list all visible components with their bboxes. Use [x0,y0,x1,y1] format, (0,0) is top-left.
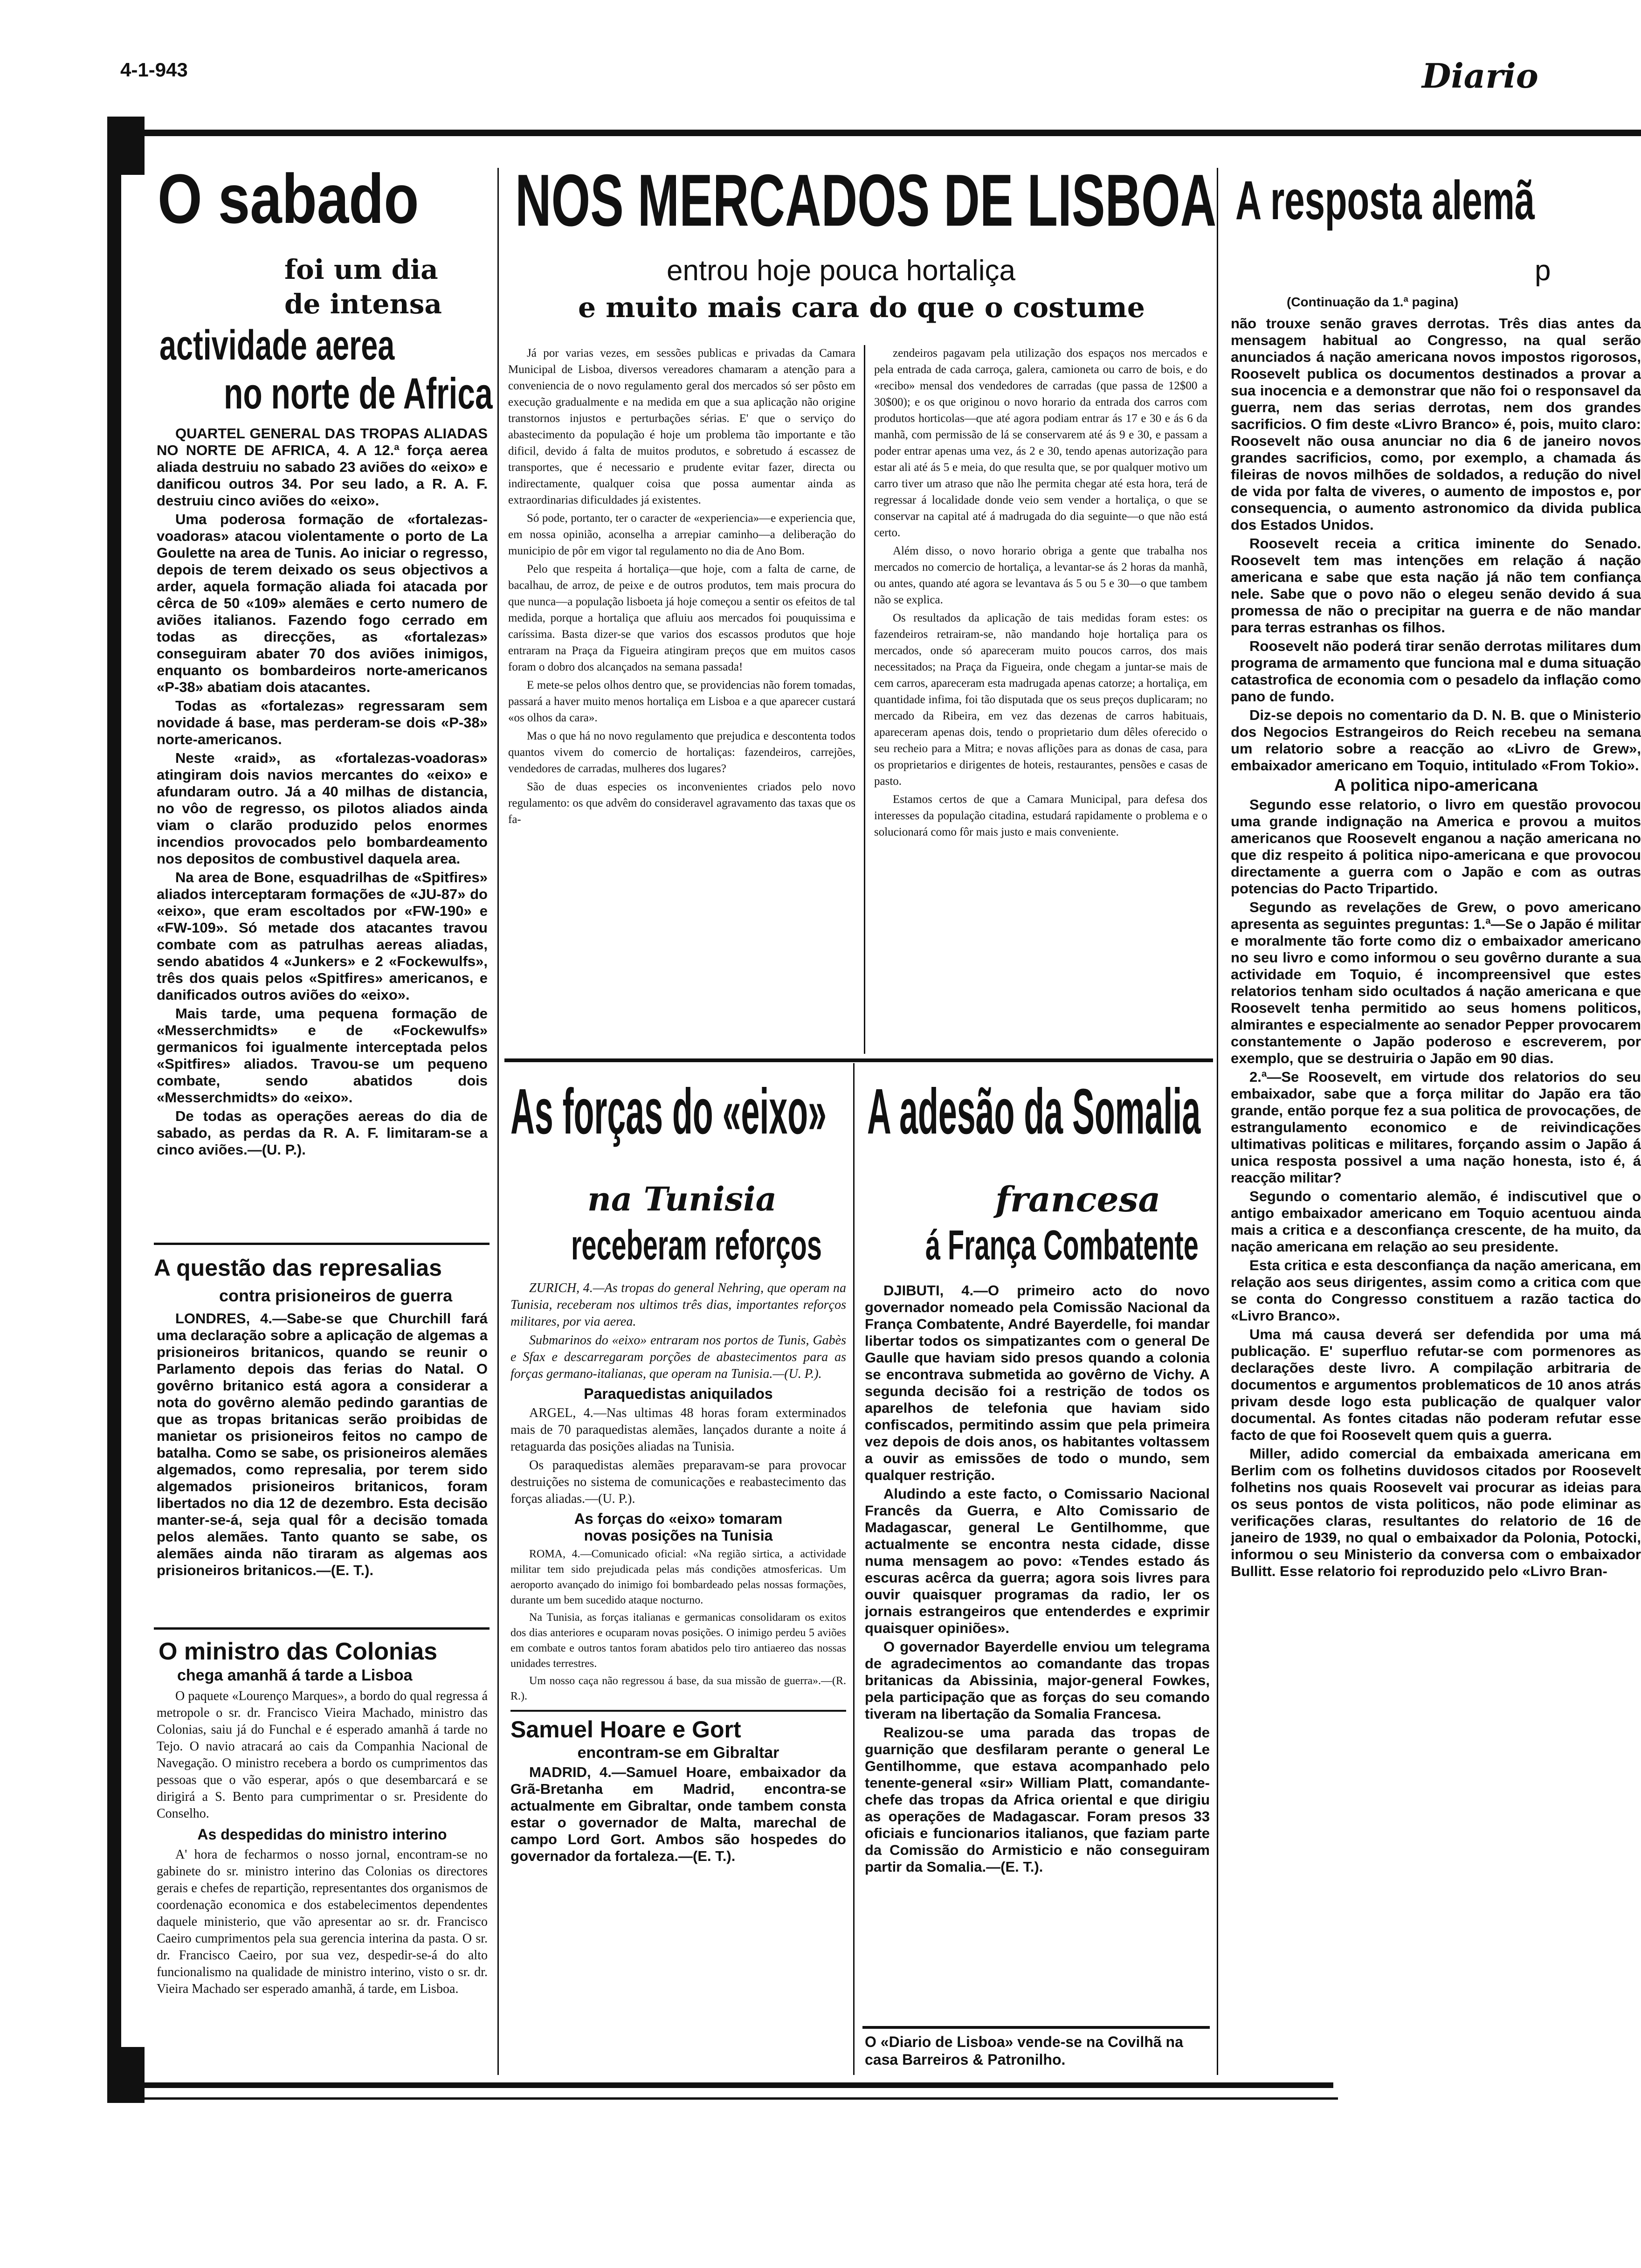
colonias-article [157,1688,488,2075]
paragraph: Além disso, o novo horario obriga a gente que trabalha nos mercados no comercio de hortaliça, a levantar-se ás 2 horas da manhã, ou antes, quando até agora se levantava ás 5 ou 5 e 30—o que tambem não se explica. [874,545,1207,606]
paragraph: Mais tarde, uma pequena formação de «Messerchmidts» e de «Fockewulfs» germanicos foi igualmente interceptada pelos «Spitfires» aliados. Travou-se um pequeno combate, sendo abatidos dois «Messerchmidts» do «eixo». [157,1005,488,1106]
novas-posicoes-title-2: novas posições na Tunisia [584,1527,773,1544]
colonias-subhead: As despedidas do ministro interino [197,1826,447,1843]
paragraph: Na area de Bone, esquadrilhas de «Spitfires» aliados interceptaram formações de «JU-87» do «eixo», que eram escoltados por «FW-190» e «FW-109». Só metade dos atacantes travou combate com as patrulhas aereas aliadas, sendo abatidos 4 «Junkers» e 2 «Fockewulfs», três dos quais pelos «Spitfires» americanos, e danificados outros aviões do «eixo». [157,869,488,1003]
paragraph: Na Tunisia, as forças italianas e germanicas consolidaram os exitos dos dias anteriores e ocuparam novas posições. O inimigo perdeu 5 aviões em combate e outros tantos foram abatidos pelo tiro antiaereo das nossas unidades terrestres. [510,1611,846,1670]
divider [154,1243,490,1245]
eixo-subhead-2: receberam reforços [571,1222,822,1269]
eixo-subhead-1: na Tunisia [587,1180,777,1218]
column-rule-3 [864,345,865,1054]
paragraph: Pelo que respeita á hortaliça—que hoje, com a falta de carne, de bacalhau, de arroz, de peixe e de outros produtos, tem mais procura do que nunca—a população lisboeta já hoje começou a sentir os efeitos de tal medida, porque a hortaliça que afluiu aos mercados foi pouquissima e caríssima. Basta dizer-se que varios dos escassos produtos que hoje entraram na Praça da Figueira atingiram preços que em muitos casos foram o dobro dos alcançados na semana passada! [508,563,855,673]
column-rule-2 [1217,168,1218,2075]
paragraph: Realizou-se uma parada das tropas de guarnição que desfilaram perante o general Le Gentilhomme, que estava acompanhado pelo tenente-general «sir» William Platt, comandante-chefe das tropas da Africa oriental e que dirigiu as operações de Madagascar. Foram presos 33 oficiais e funcionarios italianos, que faziam parte da Comissão do Armisticio e não conseguiram partir da Somalia.—(E. T.). [865,1724,1210,1875]
sabado-subhead-2: de intensa [284,288,442,320]
left-border-bar [107,175,121,2059]
paragraph: Roosevelt receia a critica iminente do Senado. Roosevelt tem mas intenções em relação á nação americana e sabe que esta nação já não tem confiança nele. Sabe que o povo não o elegeu senão devido á sua promessa de não o precipitar na guerra e de não mandar para terras estranhas os filhos. [1231,535,1641,636]
colonias-subtitle: chega amanhã á tarde a Lisboa [177,1666,413,1684]
paragraph: Os paraquedistas alemães preparavam-se para provocar destruições no sistema de comunicações e reabastecimento das forças aliadas.—(U. P.). [510,1458,846,1506]
column-rule-1 [497,168,499,2075]
politica-title: A politica nipo-americana [1334,775,1538,795]
paragraph: Já por varias vezes, em sessões publicas e privadas da Camara Municipal de Lisboa, diversos vereadores chamaram a atenção para a conveniencia de o novo regulamento geral dos mercados só ser pôsto em execução gradualmente e na medida em que a sua aplicação não origine transtornos injustos e perturbações sérias. E' que o serviço do abastecimento da população é hoje um problema tão importante e tão dificil, devido á falta de muitos produtos, e sobretudo á escassez de transportes, que é necessario e prudente evitar fazer, directa ou indirectamente, qualquer coisa que possa aumentar ainda as extraordinarias dificuldades já existentes. [508,347,855,506]
resposta-subhead-fragment: p [1535,255,1551,287]
somalia-subhead-2: á França Combatente [925,1222,1199,1269]
paragraph: Esta critica e esta desconfiança da nação americana, em relação aos seus dirigentes, assim como a critica com que se conta do Congresso constituem a razão tactica do «Livro Branco». [1231,1257,1641,1324]
paragraph: 2.ª—Se Roosevelt, em virtude dos relatorios do seu embaixador, sabe que a força militar do Japão era tão grande, então porque fez a sua politica de provocações, de estrangulamento economico e de reivindicações ultimativas politicas e militares, forçando assim o Japão á unica resposta possivel a uma nação honesta, isto é, á reacção militar? [1231,1069,1641,1186]
hoare-title: Samuel Hoare e Gort [510,1716,741,1742]
resposta-article [1231,315,1641,2087]
paragraph: Neste «raid», as «fortalezas-voadoras» atingiram dois navios mercantes do «eixo» e afundaram outro. Já a 40 milhas de distancia, no vôo de regresso, os pilotos aliados ainda viam o clarão produzido pelos enormes incendios provocados pelo bombardeamento nos depositos de combustivel daquela area. [157,750,488,867]
mercados-bottom-rule [504,1058,1213,1062]
paragraph: E mete-se pelos olhos dentro que, se providencias não forem tomadas, passará a haver muito menos hortaliça em Lisboa e a que aparecer custará «os olhos da cara». [508,679,855,724]
mercados-subhead-1: entrou hoje pouca hortaliça [667,255,1015,287]
represalias-title: A questão das represalias [154,1255,442,1281]
paragraph: Os resultados da aplicação de tais medidas foram estes: os fazendeiros retrairam-se, não mandando hoje hortaliça para os mercados, onde só apareceram muito poucos carros, dos mais necessitados; na Praça da Figueira, onde chegam a juntar-se mais de cem carros, apareceram esta madrugada apenas catorze; a hortaliça, em quantidade infima, foi tão disputada que os seus preços duplicaram; no mercado da Ribeira, em vez das dezenas de carros habituais, apareceram apenas dois, tendo o proprietario dum dêles oferecido o seu recheio para a Mitra; e novas aflições para as donas de casa, para os proprietarios e dirigentes de hoteis, restaurantes, pensões e casas de pasto. [874,612,1207,788]
sabado-headline: O sabado [158,159,419,238]
paragraph: Um nosso caça não regressou á base, da sua missão de guerra».—(R. R.). [510,1675,846,1702]
paragraph: A' hora de fecharmos o nosso jornal, encontram-se no gabinete do sr. ministro interino das Colonias os directores gerais e chefes de repartição, representantes dos organismos de coordenação economica e dos estabelecimentos dependentes daquele ministerio, que vão apresentar ao sr. dr. Francisco Caeiro cumprimentos pela sua gerencia interina da pasta. O sr. dr. Francisco Caeiro, por sua vez, despedir-se-á do alto funcionalismo na qualidade de ministro interino, visto o sr. dr. Vieira Machado ser esperado amanhã, á tarde, em Lisboa. [157,1847,488,1996]
bottom-left-bar [107,2047,145,2103]
paragraph: ARGEL, 4.—Nas ultimas 48 horas foram exterminados mais de 70 paraquedistas alemães, lançados durante a noite á retaguarda das posições aliadas na Tunisia. [510,1406,846,1454]
mercados-subhead-2: e muito mais cara do que o costume [578,291,1145,324]
novas-posicoes-title-1: As forças do «eixo» tomaram [574,1510,783,1527]
paragraph: DJIBUTI, 4.—O primeiro acto do novo governador nomeado pela Comissão Nacional da França Combatente, André Bayerdelle, foi mandar libertar todos os simpatizantes com o general De Gaulle que haviam sido presos quando a colonia se encontrava submetida ao govêrno de Vichy. A segunda decisão foi a restrição de todos os aparelhos de telefonia que haviam sido confiscados, permitindo assim que pela primeira vez depois de dois anos, os habitantes voltassem a ouvir as emissões de todo o mundo, sem qualquer restrição. [865,1282,1210,1483]
paragraph: Submarinos do «eixo» entraram nos portos de Tunis, Gabès e Sfax e descarregaram porções de abastecimentos para as forças germano-italianas, que operam na Tunisia.—(U. P.). [510,1333,846,1381]
resposta-headline: A resposta alemã [1235,170,1535,231]
paragraph: Uma poderosa formação de «fortalezas-voadoras» atacou violentamente o porto de La Goulette na area de Tunis. Ao iniciar o regresso, depois de terem deixado os seus objectivos a arder, aquela formação aliada foi atacada por cêrca de 50 «109» alemães e certo numero de aviões italianos. Fazendo fogo cerrado em todas as direcções, as «fortalezas» conseguiram abater 70 dos aviões inimigos, enquanto os bombardeiros norte-americanos «P-38» abatiam dois atacantes. [157,511,488,695]
paragraph: Roosevelt não poderá tirar senão derrotas militares dum programa de armamento que funciona mal e duma situação catastrofica de economia com o pesadelo da inflação como pano de fundo. [1231,638,1641,705]
paragraph: Segundo esse relatorio, o livro em questão provocou uma grande indignação na America e provou a muitos americanos que Roosevelt enganou a nação americana no que diz respeito á politica nipo-americana e que provocou directamente a guerra com o Japão e com as outras potencias do Pacto Tripartido. [1231,796,1641,897]
paragraph: O governador Bayerdelle enviou um telegrama de agradecimentos ao comandante das tropas britanicas da Abissinia, major-general Fowkes, pela participação que as forças do seu comando tiveram na libertação da Somalia Francesa. [865,1639,1210,1722]
somalia-article [865,1282,1210,2024]
paragraph: Só pode, portanto, ter o caracter de «experiencia»—e experiencia que, em nossa opinião, aconselha a arrepiar caminho—a deliberação do municipio de pôr em vigor tal regulamento no dia de Ano Bom. [508,512,855,557]
paragraph: Todas as «fortalezas» regressaram sem novidade á base, mas perderam-se dois «P-38» norte-americanos. [157,698,488,747]
paragraph: LONDRES, 4.—Sabe-se que Churchill fará uma declaração sobre a aplicação de algemas a prisioneiros britanicos, quando se reunir o Parlamento depois das ferias do Natal. O govêrno britanico está agora a considerar a nota do govêrno alemão pedindo garantias de que as tropas britanicas serão proibidas de manietar os prisioneiros feitos no campo de batalha. Como se sabe, os prisioneiros alemães algemados, como represalia, por terem sido algemados prisioneiros britanicos, foram libertados no dia 12 de dezembro. Esta decisão manter-se-á, seja qual fôr a decisão tomada pelos alemães. Tanto quanto se sabe, os alemães ainda não tiraram as algemas aos prisioneiros britanicos.—(E. T.). [157,1310,488,1578]
paragraph: O paquete «Lourenço Marques», a bordo do qual regressa á metropole o sr. dr. Francisco Vieira Machado, ministro das Colonias, saiu já do Funchal e é esperado amanhã á tarde no Tejo. O navio atracará ao cais da Companhia Nacional de Navegação. O ministro recebera a bordo os cumprimentos das pessoas que o vão esperar, após o que desembarcará e se dirigirá a S. Bento para cumprimentar o sr. Presidente do Conselho. [157,1689,488,1821]
column-rule-4 [853,1063,855,2075]
paragraph: QUARTEL GENERAL DAS TROPAS ALIADAS NO NORTE DE AFRICA, 4. A 12.ª força aerea aliada destruiu no sabado 23 aviões do «eixo» e danificou outros 34. Por seu lado, a R. A. F. destruiu cinco aviões do «eixo». [157,425,488,509]
paragraph: Miller, adido comercial da embaixada americana em Berlim com os folhetins duvidosos citados por Roosevelt folhetins nos quais Roosevelt vai procurar as ideias para os seus pontos de vista politicos, não pode eliminar as verificações claras, resultantes do relatorio de 16 de janeiro de 1939, no qual o embaixador da Polonia, Potocki, informou o seu Ministerio da conversa com o embaixador Bullitt. Esse relatorio foi reproduzido pelo «Livro Bran- [1231,1445,1641,1579]
eixo-article [510,1280,846,2073]
bottom-rule-2 [126,2097,1338,2100]
mercados-article-col1 [508,345,855,1054]
represalias-article [157,1310,488,1623]
hoare-subtitle: encontram-se em Gibraltar [577,1744,779,1762]
bottom-rule [107,2082,1333,2088]
paragraph: De todas as operações aereas do dia de sabado, as perdas da R. A. F. limitaram-se a cinco aviões.—(U. P.). [157,1108,488,1158]
page-date: 4-1-943 [120,59,188,81]
paragraph: Estamos certos de que a Camara Municipal, para defesa dos interesses da população citadina, estudará rapidamente o problema e o solucionará como fôr mais justo e mais conveniente. [874,793,1207,838]
somalia-headline: A adesão da Somalia [867,1076,1201,1148]
somalia-subhead-1: francesa [995,1180,1161,1220]
paraquedistas-title: Paraquedistas aniquilados [584,1385,773,1402]
mercados-headline: NOS MERCADOS DE LISBOA [515,159,1217,242]
sabado-subhead-4: no norte de Africa [224,369,493,418]
colonias-title: O ministro das Colonias [159,1638,438,1665]
paragraph: Segundo o comentario alemão, é indiscutivel que o antigo embaixador americano em Toquio acentuou ainda mais a critica e a desconfiança crescente, de ha muito, da nação americana em relação ao seu presidente. [1231,1188,1641,1255]
paragraph: zendeiros pagavam pela utilização dos espaços nos mercados e pela entrada de cada carroça, galera, camioneta ou carro de bois, e do «recibo» mensal dos vendedores de carradas (que passa de 12$00 a 30$00); e os que originou o novo horario da entrada dos carros com produtos horticolas—que até agora podiam entrar ás 17 e 30 e ás 6 da manhã, com permissão de lá se conservarem até ás 9 e 30, e passam a poder entrar apenas uma vez, ás 2 e 30, tendo apenas autorização para estar ali até ás 5 e meia, do que resulta que, se por qualquer motivo um carro tiver um atraso que não lhe permita chegar até esta hora, terá de regressar á localidade donde veio sem vender a hortaliça, o que se conservar na capital até á madrugada do dia seguinte—o que não está certo. [874,347,1207,539]
paragraph: ZURICH, 4.—As tropas do general Nehring, que operam na Tunisia, receberam nos ultimos três dias, importantes reforços militares, por via aerea. [510,1281,846,1329]
covilha-notice: O «Diario de Lisboa» vende-se na Covilhã na casa Barreiros & Patronilho. [865,2033,1183,2068]
sabado-subhead-3: actividade aerea [159,322,395,369]
sabado-article [157,425,488,1227]
paragraph: não trouxe senão graves derrotas. Três dias antes da mensagem habitual ao Congresso, na qual serão anunciados á nação americana novos impostos rigorosos, Roosevelt publica os documentos destinados a provar a sua inocencia e a demonstrar que não foi o responsavel da guerra, nem das serias derrotas, nem dos grandes sacrificios. O fim deste «Livro Branco» é, pois, muito claro: Roosevelt não ousa anunciar no dia 6 de janeiro novos grandes sacrificios, como, por exemplo, a chamada ás fileiras de novos milhões de soldados, a redução do nivel de vida por falta de viveres, o aumento de impostos e, por consequencia, o aumento astronomico da divida publica dos Estados Unidos. [1231,315,1641,533]
paragraph: Diz-se depois no comentario da D. N. B. que o Ministerio dos Negocios Estrangeiros do Reich recebeu na semana um relatorio sobre a reacção ao «Livro de Grew», embaixador americano em Toquio, intitulado «From Tokio». [1231,707,1641,774]
paragraph: Segundo as revelações de Grew, o povo americano apresenta as seguintes preguntas: 1.ª—Se o Japão é militar e moralmente tão forte como diz o embaixador americano no seu livro e como informou o seu govêrno durante a sua actividade em Toquio, é incompreensivel que estes relatorios tenham sido ocultados á nação americana e que Roosevelt tenha permitido ao seus homens politicos, almirantes e especialmente ao senador Pepper provocarem constantemente o Japão poderoso e escreverem, por exemplo, que se destruiria o Japão em 90 dias. [1231,899,1641,1066]
masthead: Diario [1422,56,1538,96]
paragraph: MADRID, 4.—Samuel Hoare, embaixador da Grã-Bretanha em Madrid, encontra-se actualmente em Gibraltar, onde tambem consta estar o governador de Malta, marechal de campo Lord Gort. Ambos são hospedes do governador da fortaleza.—(E. T.). [510,1764,846,1864]
paragraph: Aludindo a este facto, o Comissario Nacional Francês da Guerra, e Alto Comissario de Madagascar, general Le Gentilhomme, que actualmente se encontra nesta cidade, disse numa mensagem ao povo: «Tendes estado ás escuras acêrca da guerra; agora sois livres para ouvir quaisquer programas da radio, ler os jornais estrangeiros que entenderdes e exprimir quaisquer opiniões». [865,1486,1210,1636]
paragraph: São de duas especies os inconvenientes criados pelo novo regulamento: os que advêm do consideravel agravamento das taxas que os fa- [508,781,855,826]
eixo-headline: As forças do «eixo» [510,1076,827,1148]
paragraph: Mas o que há no novo regulamento que prejudica e descontenta todos quantos vivem do comercio de hortaliças: fazendeiros, carrejões, vendedores de carradas, mulheres dos lugares? [508,730,855,775]
divider [154,1627,490,1630]
paragraph: ROMA, 4.—Comunicado oficial: «Na região sirtica, a actividade militar tem sido prejudicada pelas más condições atmosfericas. Um aeroporto avançado do inimigo foi bombardeado pelas nossas formações, durante um bem sucedido ataque nocturno. [510,1548,846,1606]
paragraph: Uma má causa deverá ser defendida por uma má publicação. E' superfluo refutar-se com pormenores as declarações deste livro. A compilação arbitraria de documentos e argumentos problematicos de 10 anos atrás privam desde logo esta publicação de qualquer valor documental. As fontes citadas não poderam refutar esse facto de que foi Roosevelt quem quis a guerra. [1231,1326,1641,1443]
top-rule [107,130,1641,136]
left-vertical-bar [107,117,145,175]
represalias-subtitle: contra prisioneiros de guerra [219,1286,453,1305]
sabado-subhead-1: foi um dia [284,254,438,285]
divider [862,2026,1210,2029]
mercados-article-col2 [874,345,1207,1054]
resposta-continuation: (Continuação da 1.ª pagina) [1287,295,1459,309]
